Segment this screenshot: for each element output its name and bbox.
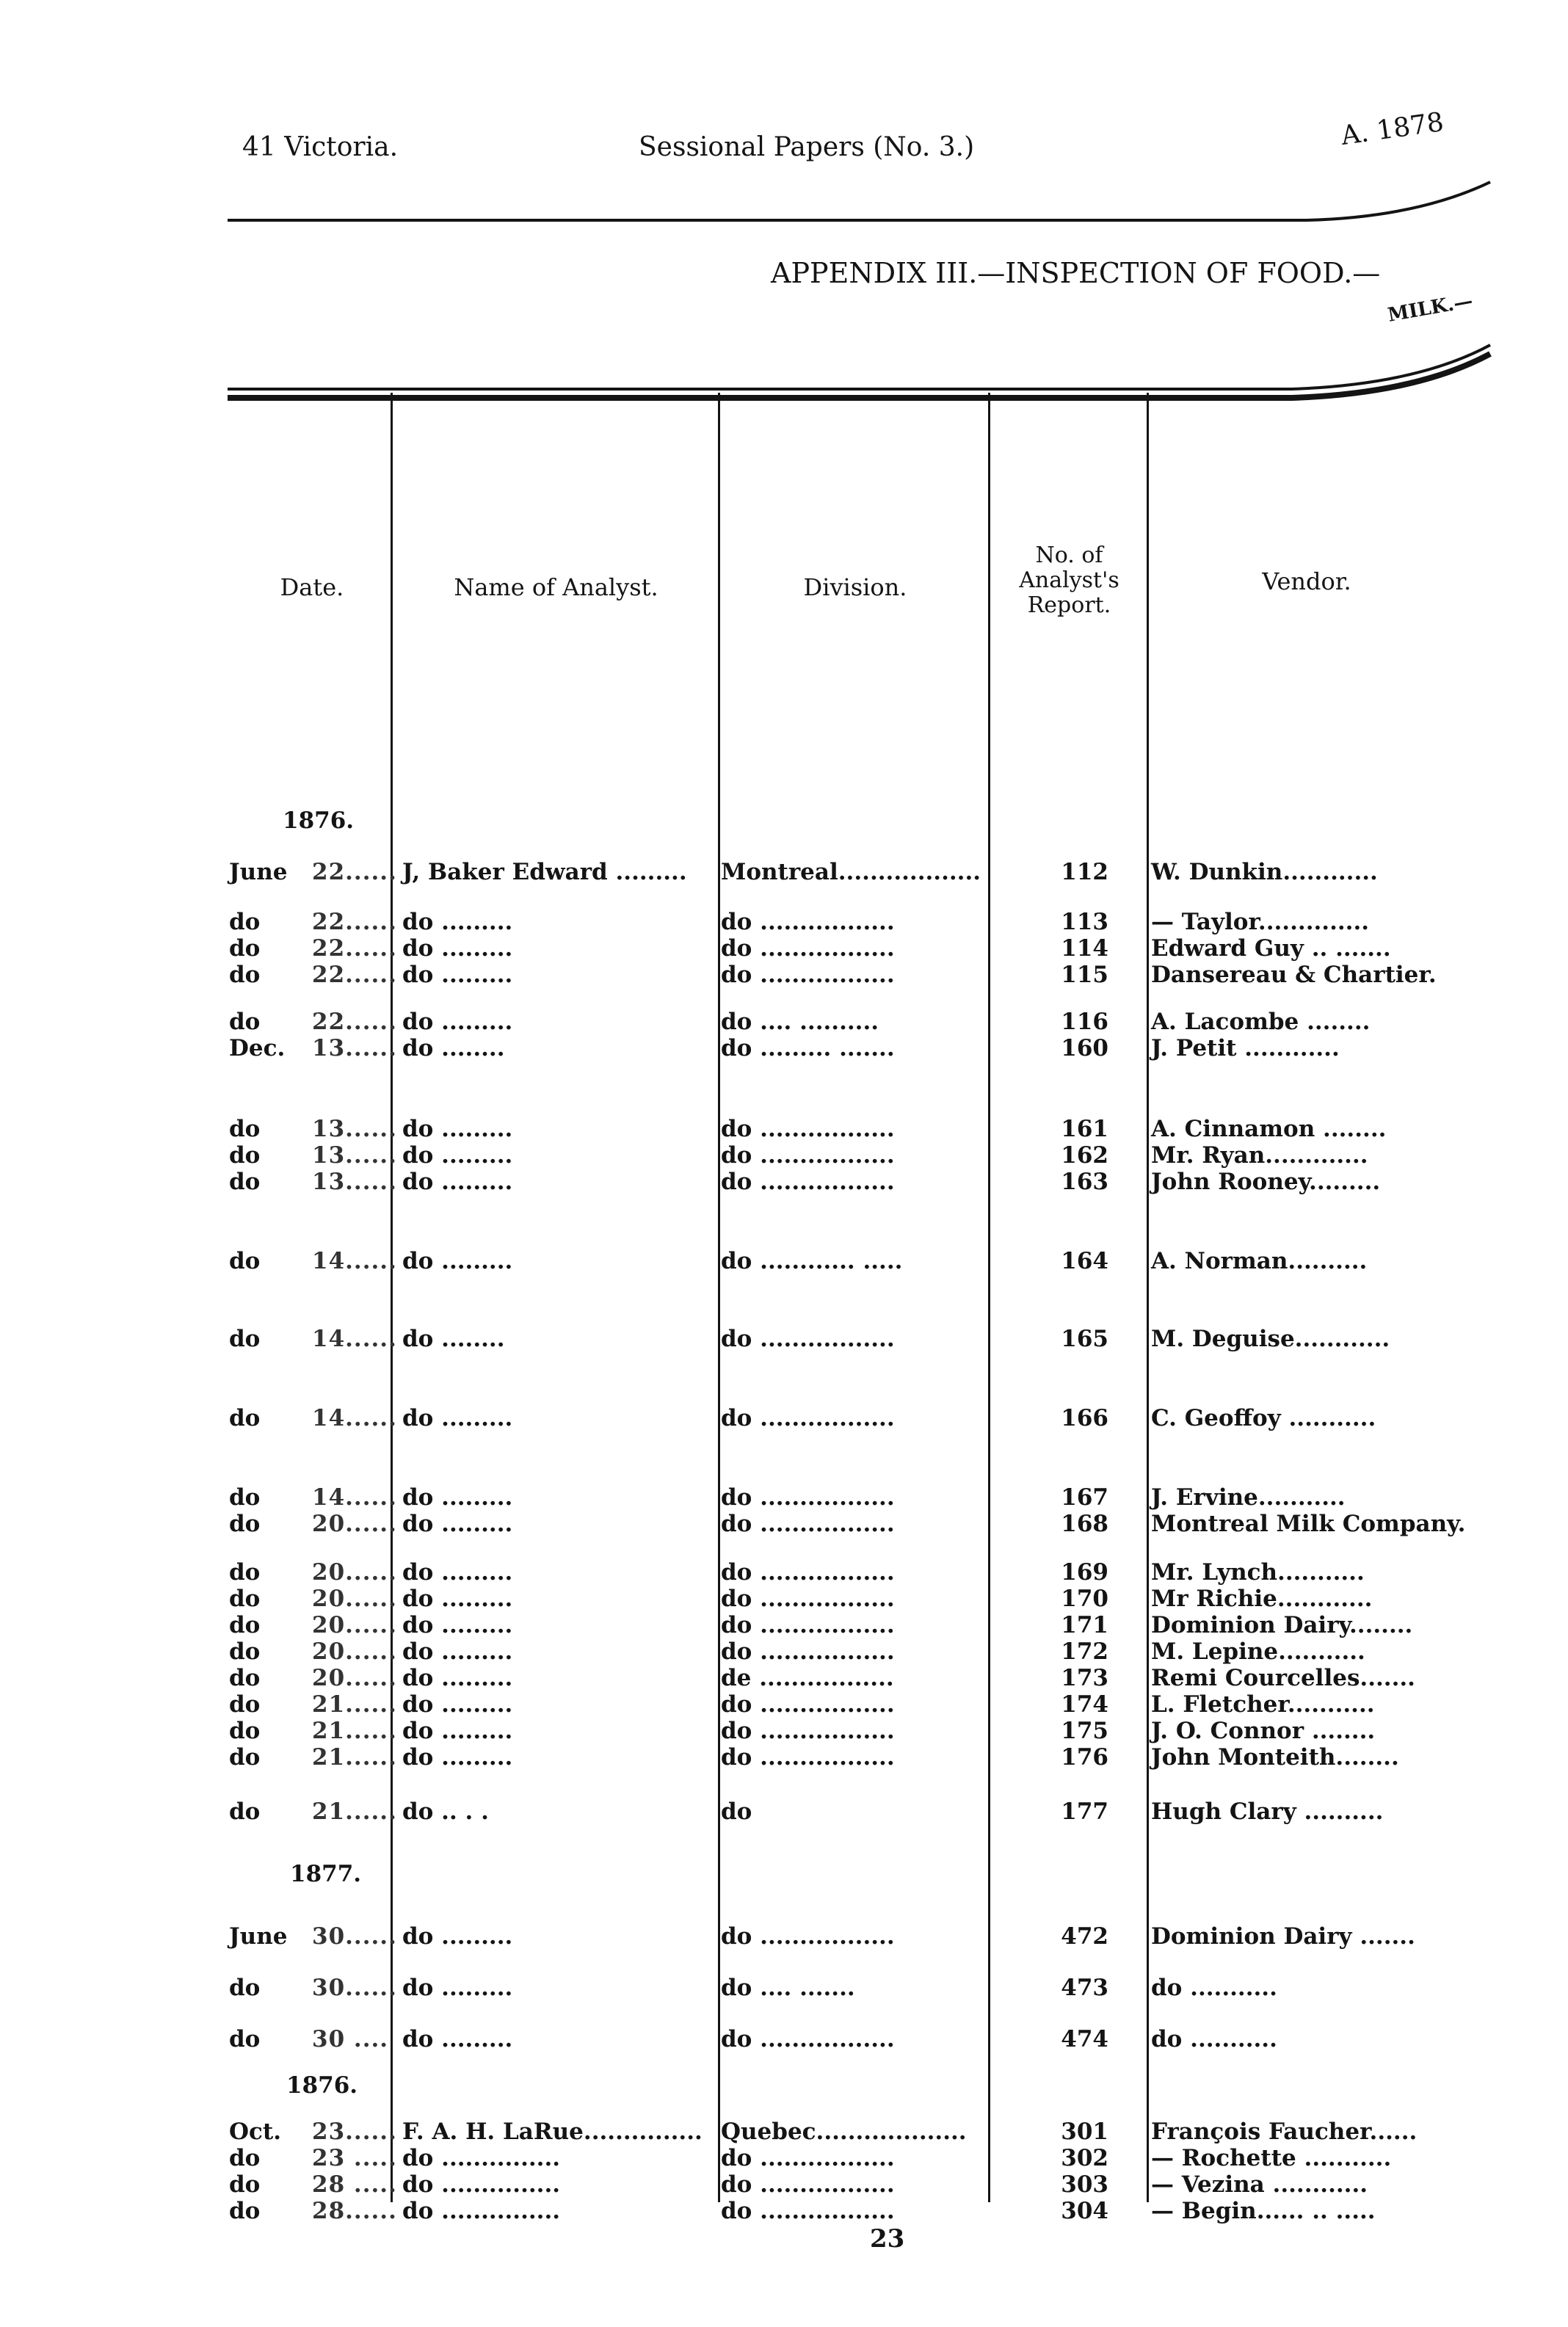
report-number-cell: 303 xyxy=(1061,2171,1108,2198)
date-day: 14...... xyxy=(312,1405,397,1431)
division-cell: do ................. xyxy=(721,1142,895,1169)
analyst-cell: do ......... xyxy=(402,1511,513,1537)
date-month: do xyxy=(229,2171,261,2198)
report-number-cell: 116 xyxy=(1061,1009,1108,1035)
division-cell: do ................. xyxy=(721,2026,895,2052)
table-row xyxy=(0,1248,1568,1273)
division-cell: do ................. xyxy=(721,1169,895,1195)
page-title: APPENDIX III.—INSPECTION OF FOOD.— xyxy=(771,257,1381,289)
analyst-cell: do ......... xyxy=(402,1009,513,1035)
year-label: 1877. xyxy=(290,1861,362,1887)
analyst-cell: do .. . . xyxy=(402,1798,489,1825)
date-day: 23 ..... xyxy=(312,2145,397,2171)
division-cell: do ................. xyxy=(721,909,895,935)
date-month: do xyxy=(229,1326,261,1352)
column-header-report: No. of Analyst's Report. xyxy=(1019,542,1119,618)
division-cell: do ................. xyxy=(721,1612,895,1638)
page-number: 23 xyxy=(870,2224,905,2254)
date-day: 20...... xyxy=(312,1638,397,1665)
table-row xyxy=(0,1559,1568,1584)
date-day: 21...... xyxy=(312,1718,397,1744)
table-row xyxy=(0,1638,1568,1663)
table-row xyxy=(0,1665,1568,1690)
report-number-cell: 304 xyxy=(1061,2198,1108,2224)
analyst-cell: do ........ xyxy=(402,1326,505,1352)
date-month: do xyxy=(229,909,261,935)
vendor-cell: Remi Courcelles....... xyxy=(1151,1665,1415,1691)
division-cell: do ................. xyxy=(721,1326,895,1352)
analyst-cell: do ......... xyxy=(402,909,513,935)
report-number-cell: 114 xyxy=(1061,935,1108,962)
report-number-cell: 164 xyxy=(1061,1248,1108,1274)
division-cell: do ......... ....... xyxy=(721,1035,895,1061)
vendor-cell: John Rooney......... xyxy=(1151,1169,1381,1195)
date-day: 28 ..... xyxy=(312,2171,397,2198)
date-month: do xyxy=(229,1009,261,1035)
report-number-cell: 169 xyxy=(1061,1559,1108,1586)
date-month: do xyxy=(229,935,261,962)
date-month: do xyxy=(229,1612,261,1638)
report-number-cell: 161 xyxy=(1061,1116,1108,1142)
report-number-cell: 112 xyxy=(1061,859,1108,885)
date-month: do xyxy=(229,1798,261,1825)
report-number-cell: 301 xyxy=(1061,2119,1108,2145)
report-number-cell: 168 xyxy=(1061,1511,1108,1537)
vendor-cell: — Begin...... .. ..... xyxy=(1151,2198,1376,2224)
date-month: do xyxy=(229,1116,261,1142)
vendor-cell: L. Fletcher........... xyxy=(1151,1691,1375,1718)
vendor-cell: Dansereau & Chartier. xyxy=(1151,962,1437,988)
table-row xyxy=(0,909,1568,934)
division-cell: do ................. xyxy=(721,1116,895,1142)
date-month: do xyxy=(229,1511,261,1537)
date-month: do xyxy=(229,1638,261,1665)
table-row xyxy=(0,1612,1568,1637)
division-cell: do ............ ..... xyxy=(721,1248,903,1274)
table-row xyxy=(0,2119,1568,2143)
vendor-cell: C. Geoffoy ........... xyxy=(1151,1405,1376,1431)
analyst-cell: do ......... xyxy=(402,1612,513,1638)
table-row xyxy=(0,1009,1568,1034)
vendor-cell: Dominion Dairy ....... xyxy=(1151,1923,1415,1950)
date-day: 22...... xyxy=(312,935,397,962)
analyst-cell: F. A. H. LaRue............... xyxy=(402,2119,703,2145)
table-row xyxy=(0,935,1568,960)
table-row xyxy=(0,2145,1568,2170)
analyst-cell: do ........ xyxy=(402,1035,505,1061)
date-month: do xyxy=(229,1718,261,1744)
table-row xyxy=(0,1586,1568,1611)
date-day: 14...... xyxy=(312,1326,397,1352)
analyst-cell: do ......... xyxy=(402,1638,513,1665)
date-month: do xyxy=(229,1559,261,1586)
date-day: 23...... xyxy=(312,2119,397,2145)
table-row xyxy=(0,1405,1568,1430)
header-center: Sessional Papers (No. 3.) xyxy=(639,132,975,162)
date-day: 21...... xyxy=(312,1798,397,1825)
header-rules xyxy=(0,0,1568,440)
vendor-cell: M. Lepine........... xyxy=(1151,1638,1365,1665)
analyst-cell: do ......... xyxy=(402,1744,513,1771)
analyst-cell: do ......... xyxy=(402,1169,513,1195)
date-month: do xyxy=(229,1169,261,1195)
division-cell: do ................. xyxy=(721,1718,895,1744)
date-day: 21...... xyxy=(312,1744,397,1771)
table-row xyxy=(0,962,1568,987)
report-number-cell: 162 xyxy=(1061,1142,1108,1169)
analyst-cell: do ......... xyxy=(402,935,513,962)
report-number-cell: 177 xyxy=(1061,1798,1108,1825)
report-number-cell: 473 xyxy=(1061,1975,1108,2001)
vendor-cell: Mr. Lynch........... xyxy=(1151,1559,1365,1586)
vendor-cell: A. Norman.......... xyxy=(1151,1248,1368,1274)
date-day: 20...... xyxy=(312,1586,397,1612)
division-cell: do ................. xyxy=(721,1586,895,1612)
division-cell: de ................. xyxy=(721,1665,894,1691)
page-subtitle: MILK.— xyxy=(1386,290,1475,327)
table-row xyxy=(0,1484,1568,1509)
date-month: Oct. xyxy=(229,2119,281,2145)
report-number-cell: 176 xyxy=(1061,1744,1108,1771)
report-number-cell: 175 xyxy=(1061,1718,1108,1744)
report-number-cell: 167 xyxy=(1061,1484,1108,1511)
date-day: 22...... xyxy=(312,859,397,885)
vendor-cell: François Faucher...... xyxy=(1151,2119,1418,2145)
date-day: 21...... xyxy=(312,1691,397,1718)
date-day: 28...... xyxy=(312,2198,397,2224)
date-day: 20...... xyxy=(312,1559,397,1586)
report-number-cell: 171 xyxy=(1061,1612,1108,1638)
date-day: 13...... xyxy=(312,1142,397,1169)
vendor-cell: J. O. Connor ........ xyxy=(1151,1718,1376,1744)
table-row xyxy=(0,1718,1568,1743)
division-cell: Montreal.................. xyxy=(721,859,981,885)
header-left: 41 Victoria. xyxy=(242,132,399,162)
division-cell: do ................. xyxy=(721,962,895,988)
vendor-cell: Mr. Ryan............. xyxy=(1151,1142,1368,1169)
date-month: Dec. xyxy=(229,1035,286,1061)
report-number-cell: 115 xyxy=(1061,962,1108,988)
date-month: do xyxy=(229,1586,261,1612)
report-number-cell: 166 xyxy=(1061,1405,1108,1431)
table-row xyxy=(0,1035,1568,1060)
analyst-cell: do ......... xyxy=(402,1975,513,2001)
date-month: June xyxy=(229,859,288,885)
division-cell: do ................. xyxy=(721,1559,895,1586)
column-header-date: Date. xyxy=(280,573,344,601)
date-month: do xyxy=(229,1142,261,1169)
table-row xyxy=(0,2198,1568,2223)
date-day: 14...... xyxy=(312,1484,397,1511)
analyst-cell: do ......... xyxy=(402,1923,513,1950)
vendor-cell: M. Deguise............ xyxy=(1151,1326,1390,1352)
table-row xyxy=(0,1744,1568,1769)
division-cell: do ................. xyxy=(721,1744,895,1771)
date-day: 13...... xyxy=(312,1169,397,1195)
report-number-cell: 174 xyxy=(1061,1691,1108,1718)
report-number-cell: 170 xyxy=(1061,1586,1108,1612)
date-day: 22...... xyxy=(312,962,397,988)
vendor-cell: Hugh Clary .......... xyxy=(1151,1798,1384,1825)
vendor-cell: do ........... xyxy=(1151,2026,1277,2052)
report-number-cell: 165 xyxy=(1061,1326,1108,1352)
analyst-cell: do ......... xyxy=(402,1484,513,1511)
table-row xyxy=(0,1691,1568,1716)
division-cell: do ................. xyxy=(721,2198,895,2224)
analyst-cell: do ......... xyxy=(402,1405,513,1431)
division-cell: do ................. xyxy=(721,935,895,962)
table-row xyxy=(0,1169,1568,1194)
report-number-cell: 163 xyxy=(1061,1169,1108,1195)
division-cell: do ................. xyxy=(721,1484,895,1511)
report-number-cell: 113 xyxy=(1061,909,1108,935)
division-cell: do ................. xyxy=(721,1405,895,1431)
analyst-cell: do ............... xyxy=(402,2145,561,2171)
table-row xyxy=(0,2171,1568,2196)
analyst-cell: do ............... xyxy=(402,2198,561,2224)
report-number-cell: 160 xyxy=(1061,1035,1108,1061)
year-label: 1876. xyxy=(286,2072,358,2099)
column-header-analyst: Name of Analyst. xyxy=(454,573,658,601)
division-cell: do ................. xyxy=(721,1923,895,1950)
column-header-division: Division. xyxy=(803,573,907,601)
date-month: do xyxy=(229,1744,261,1771)
date-day: 20...... xyxy=(312,1612,397,1638)
column-header-vendor: Vendor. xyxy=(1262,567,1351,595)
division-cell: do ................. xyxy=(721,2145,895,2171)
report-number-cell: 474 xyxy=(1061,2026,1108,2052)
date-day: 30 .... xyxy=(312,2026,389,2052)
report-number-cell: 172 xyxy=(1061,1638,1108,1665)
date-month: do xyxy=(229,1691,261,1718)
division-cell: do ................. xyxy=(721,1691,895,1718)
vendor-cell: do ........... xyxy=(1151,1975,1277,2001)
vendor-cell: — Rochette ........... xyxy=(1151,2145,1392,2171)
vendor-cell: Montreal Milk Company. xyxy=(1151,1511,1466,1537)
date-day: 14...... xyxy=(312,1248,397,1274)
report-number-cell: 173 xyxy=(1061,1665,1108,1691)
date-month: do xyxy=(229,2026,261,2052)
table-row xyxy=(0,1798,1568,1823)
vendor-cell: Mr Richie............ xyxy=(1151,1586,1373,1612)
analyst-cell: do ......... xyxy=(402,1718,513,1744)
date-month: do xyxy=(229,962,261,988)
report-number-cell: 302 xyxy=(1061,2145,1108,2171)
year-label: 1876. xyxy=(283,807,355,834)
division-cell: Quebec................... xyxy=(721,2119,967,2145)
date-month: do xyxy=(229,1665,261,1691)
analyst-cell: J, Baker Edward ......... xyxy=(402,859,687,885)
vendor-cell: Edward Guy .. ....... xyxy=(1151,935,1391,962)
vendor-cell: Dominion Dairy........ xyxy=(1151,1612,1413,1638)
date-day: 13...... xyxy=(312,1035,397,1061)
analyst-cell: do ......... xyxy=(402,1116,513,1142)
date-day: 30...... xyxy=(312,1923,397,1950)
analyst-cell: do ......... xyxy=(402,1665,513,1691)
date-month: do xyxy=(229,2198,261,2224)
table-row xyxy=(0,859,1568,884)
table-row xyxy=(0,1511,1568,1536)
division-cell: do ................. xyxy=(721,1638,895,1665)
date-day: 13...... xyxy=(312,1116,397,1142)
date-day: 22...... xyxy=(312,909,397,935)
division-cell: do .... .......... xyxy=(721,1009,879,1035)
analyst-cell: do ......... xyxy=(402,1142,513,1169)
table-row xyxy=(0,1116,1568,1141)
analyst-cell: do ......... xyxy=(402,2026,513,2052)
date-month: do xyxy=(229,1975,261,2001)
table-row xyxy=(0,1975,1568,2000)
table-row xyxy=(0,1923,1568,1948)
vendor-cell: W. Dunkin............ xyxy=(1151,859,1378,885)
vendor-cell: — Vezina ............ xyxy=(1151,2171,1368,2198)
division-cell: do .... ....... xyxy=(721,1975,855,2001)
date-month: do xyxy=(229,1405,261,1431)
date-day: 30...... xyxy=(312,1975,397,2001)
analyst-cell: do ......... xyxy=(402,1559,513,1586)
date-day: 22...... xyxy=(312,1009,397,1035)
report-number-cell: 472 xyxy=(1061,1923,1108,1950)
analyst-cell: do ......... xyxy=(402,1586,513,1612)
division-cell: do ................. xyxy=(721,1511,895,1537)
division-cell: do xyxy=(721,1798,752,1825)
analyst-cell: do ............... xyxy=(402,2171,561,2198)
vendor-cell: A. Lacombe ........ xyxy=(1151,1009,1371,1035)
vendor-cell: A. Cinnamon ........ xyxy=(1151,1116,1387,1142)
date-month: June xyxy=(229,1923,288,1950)
date-month: do xyxy=(229,1248,261,1274)
table-row xyxy=(0,1326,1568,1351)
date-day: 20...... xyxy=(312,1665,397,1691)
vendor-cell: — Taylor.............. xyxy=(1151,909,1370,935)
analyst-cell: do ......... xyxy=(402,1691,513,1718)
analyst-cell: do ......... xyxy=(402,962,513,988)
table-row xyxy=(0,2026,1568,2051)
table-row xyxy=(0,1142,1568,1167)
date-month: do xyxy=(229,1484,261,1511)
vendor-cell: J. Petit ............ xyxy=(1151,1035,1340,1061)
division-cell: do ................. xyxy=(721,2171,895,2198)
date-month: do xyxy=(229,2145,261,2171)
header-right: A. 1878 xyxy=(1339,106,1446,151)
vendor-cell: John Monteith........ xyxy=(1151,1744,1399,1771)
analyst-cell: do ......... xyxy=(402,1248,513,1274)
date-day: 20...... xyxy=(312,1511,397,1537)
vendor-cell: J. Ervine........... xyxy=(1151,1484,1346,1511)
